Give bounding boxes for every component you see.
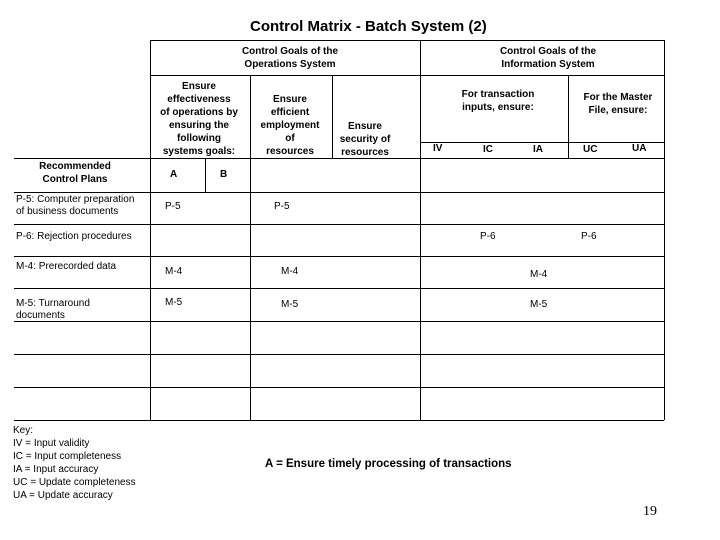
grid-line xyxy=(150,75,664,76)
legend-key: Key: IV = Input validity IC = Input completeness IA = Input accuracy UC = Update completeness UA = Update accuracy xyxy=(13,425,136,501)
grid-line xyxy=(14,224,664,225)
cell-a: M-4 xyxy=(165,266,183,277)
cell-a: P-5 xyxy=(165,201,181,212)
cell-ia: M-4 xyxy=(530,269,548,280)
effectiveness-header: Ensure effectiveness of operations by ensuring the following systems goals: xyxy=(160,81,238,157)
grid-line xyxy=(150,40,151,420)
master-file-header: For the Master File, ensure: xyxy=(583,92,653,116)
col-ia-label: IA xyxy=(533,144,543,155)
cell-efficiency: M-5 xyxy=(281,299,299,310)
grid-line xyxy=(150,40,664,41)
grid-line xyxy=(14,256,664,257)
col-b-label: B xyxy=(220,169,228,180)
page-number: 19 xyxy=(643,504,657,519)
cell-efficiency: M-4 xyxy=(281,266,299,277)
efficiency-header: Ensure efficient employment of resources xyxy=(260,94,320,156)
grid-line xyxy=(14,420,664,421)
grid-line xyxy=(14,288,664,289)
grid-line xyxy=(14,387,664,388)
grid-line xyxy=(14,354,664,355)
transaction-inputs-header: For transaction inputs, ensure: xyxy=(461,89,535,113)
timely-processing-note: A = Ensure timely processing of transactions xyxy=(265,458,512,470)
table-row-plan: P-6: Rejection procedures xyxy=(16,231,132,242)
col-ua-label: UA xyxy=(632,143,647,154)
cell-uc: P-6 xyxy=(581,231,597,242)
cell-efficiency: P-5 xyxy=(274,201,290,212)
grid-line xyxy=(14,192,664,193)
grid-line xyxy=(250,75,251,420)
col-a-label: A xyxy=(170,169,178,180)
col-iv-label: IV xyxy=(433,143,443,154)
ops-goals-header: Control Goals of the Operations System xyxy=(241,46,339,70)
grid-line xyxy=(205,158,206,192)
grid-line xyxy=(420,40,421,420)
page-title: Control Matrix - Batch System (2) xyxy=(250,18,487,35)
grid-line xyxy=(14,321,664,322)
col-uc-label: UC xyxy=(583,144,598,155)
security-header: Ensure security of resources xyxy=(339,121,391,157)
recommended-plans-header: Recommended Control Plans xyxy=(39,161,111,185)
info-goals-header: Control Goals of the Information System xyxy=(499,46,597,70)
table-row-plan: M-4: Prerecorded data xyxy=(16,261,117,272)
col-ic-label: IC xyxy=(483,144,493,155)
grid-line xyxy=(664,40,665,420)
grid-line xyxy=(14,158,664,159)
table-row-plan: P-5: Computer preparation of business documents xyxy=(16,194,135,217)
table-row-plan: M-5: Turnaround documents xyxy=(16,298,90,321)
cell-ia: M-5 xyxy=(530,299,548,310)
cell-ic: P-6 xyxy=(480,231,496,242)
grid-line xyxy=(332,75,333,158)
cell-a: M-5 xyxy=(165,297,183,308)
grid-line xyxy=(568,75,569,158)
